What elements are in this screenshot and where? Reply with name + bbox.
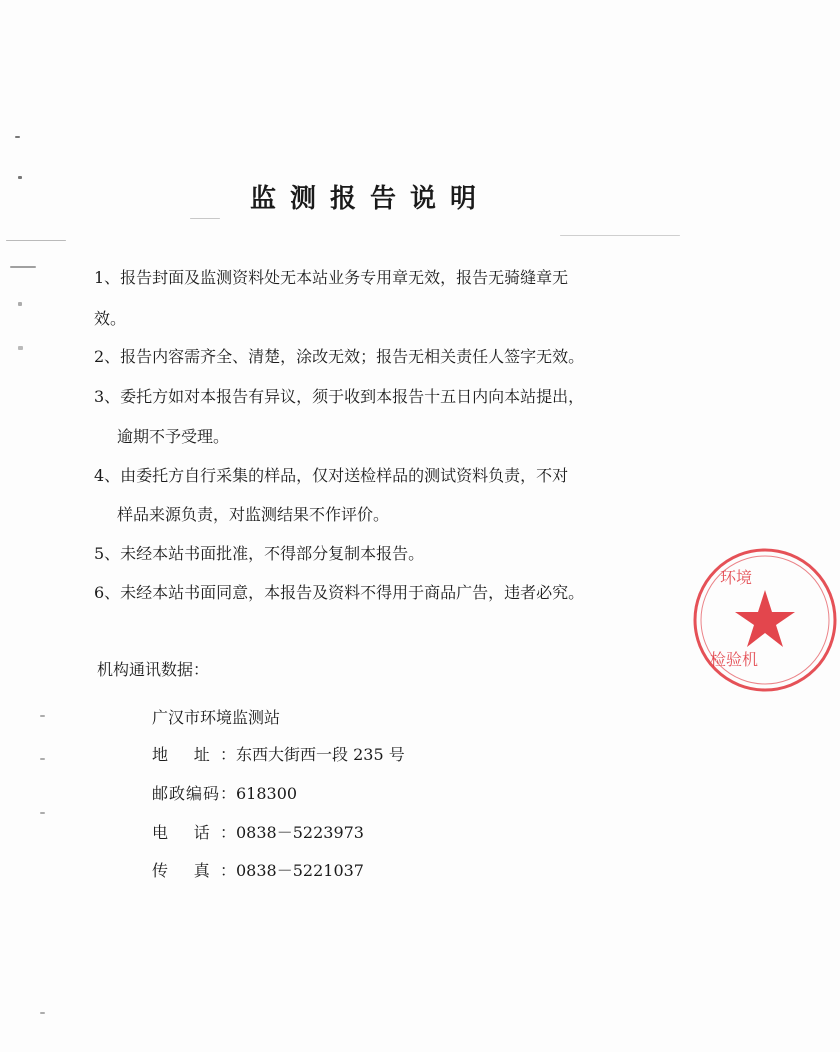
phone-value: 0838－5223973 bbox=[236, 823, 364, 842]
scan-speck bbox=[40, 758, 45, 760]
scan-speck bbox=[18, 346, 23, 350]
seal-wrapper bbox=[690, 545, 759, 695]
clause-4: 4、由委托方自行采集的样品，仅对送检样品的测试资料负责，不对 bbox=[94, 466, 569, 485]
fax-label: 传 真： bbox=[152, 861, 236, 880]
org-name: 广汉市环境监测站 bbox=[152, 708, 281, 727]
clause-2: 2、报告内容需齐全、清楚，涂改无效；报告无相关责任人签字无效。 bbox=[94, 347, 585, 366]
clause-3-continuation: 逾期不予受理。 bbox=[117, 427, 230, 446]
address-label: 地 址： bbox=[152, 745, 236, 764]
scan-speck bbox=[190, 218, 220, 219]
seal-bottom-text: 检验机 bbox=[710, 650, 759, 669]
address-value: 东西大街西一段 235 号 bbox=[236, 745, 405, 764]
postcode-row bbox=[152, 781, 297, 804]
document-title: 监测报告说明 bbox=[249, 184, 490, 214]
scan-speck bbox=[40, 1012, 45, 1014]
fax-value: 0838－5221037 bbox=[236, 861, 364, 880]
clause-3: 3、委托方如对本报告有异议，须于收到本报告十五日内向本站提出， bbox=[94, 387, 585, 406]
official-seal-icon bbox=[690, 545, 840, 695]
fax-row bbox=[152, 858, 364, 881]
clause-6: 6、未经本站书面同意，本报告及资料不得用于商品广告，违者必究。 bbox=[94, 583, 585, 602]
scan-speck bbox=[15, 136, 20, 138]
clause-4-continuation: 样品来源负责，对监测结果不作评价。 bbox=[117, 505, 390, 524]
scan-speck bbox=[6, 240, 66, 241]
scan-speck bbox=[10, 266, 36, 268]
address-row bbox=[152, 742, 405, 765]
clause-5: 5、未经本站书面批准，不得部分复制本报告。 bbox=[94, 544, 425, 563]
seal-top-text: 环境 bbox=[720, 568, 753, 587]
clause-1: 1、报告封面及监测资料处无本站业务专用章无效，报告无骑缝章无 bbox=[94, 268, 569, 287]
scan-speck bbox=[18, 302, 22, 306]
phone-label: 电 话： bbox=[152, 823, 236, 842]
scan-speck bbox=[40, 715, 45, 717]
postcode-label: 邮政编码： bbox=[152, 784, 236, 803]
contacts-heading: 机构通讯数据： bbox=[97, 660, 210, 679]
clause-1-continuation: 效。 bbox=[94, 309, 127, 328]
postcode-value: 618300 bbox=[236, 784, 298, 803]
phone-row bbox=[152, 820, 364, 843]
scan-speck bbox=[40, 812, 45, 814]
scan-speck bbox=[560, 235, 680, 236]
